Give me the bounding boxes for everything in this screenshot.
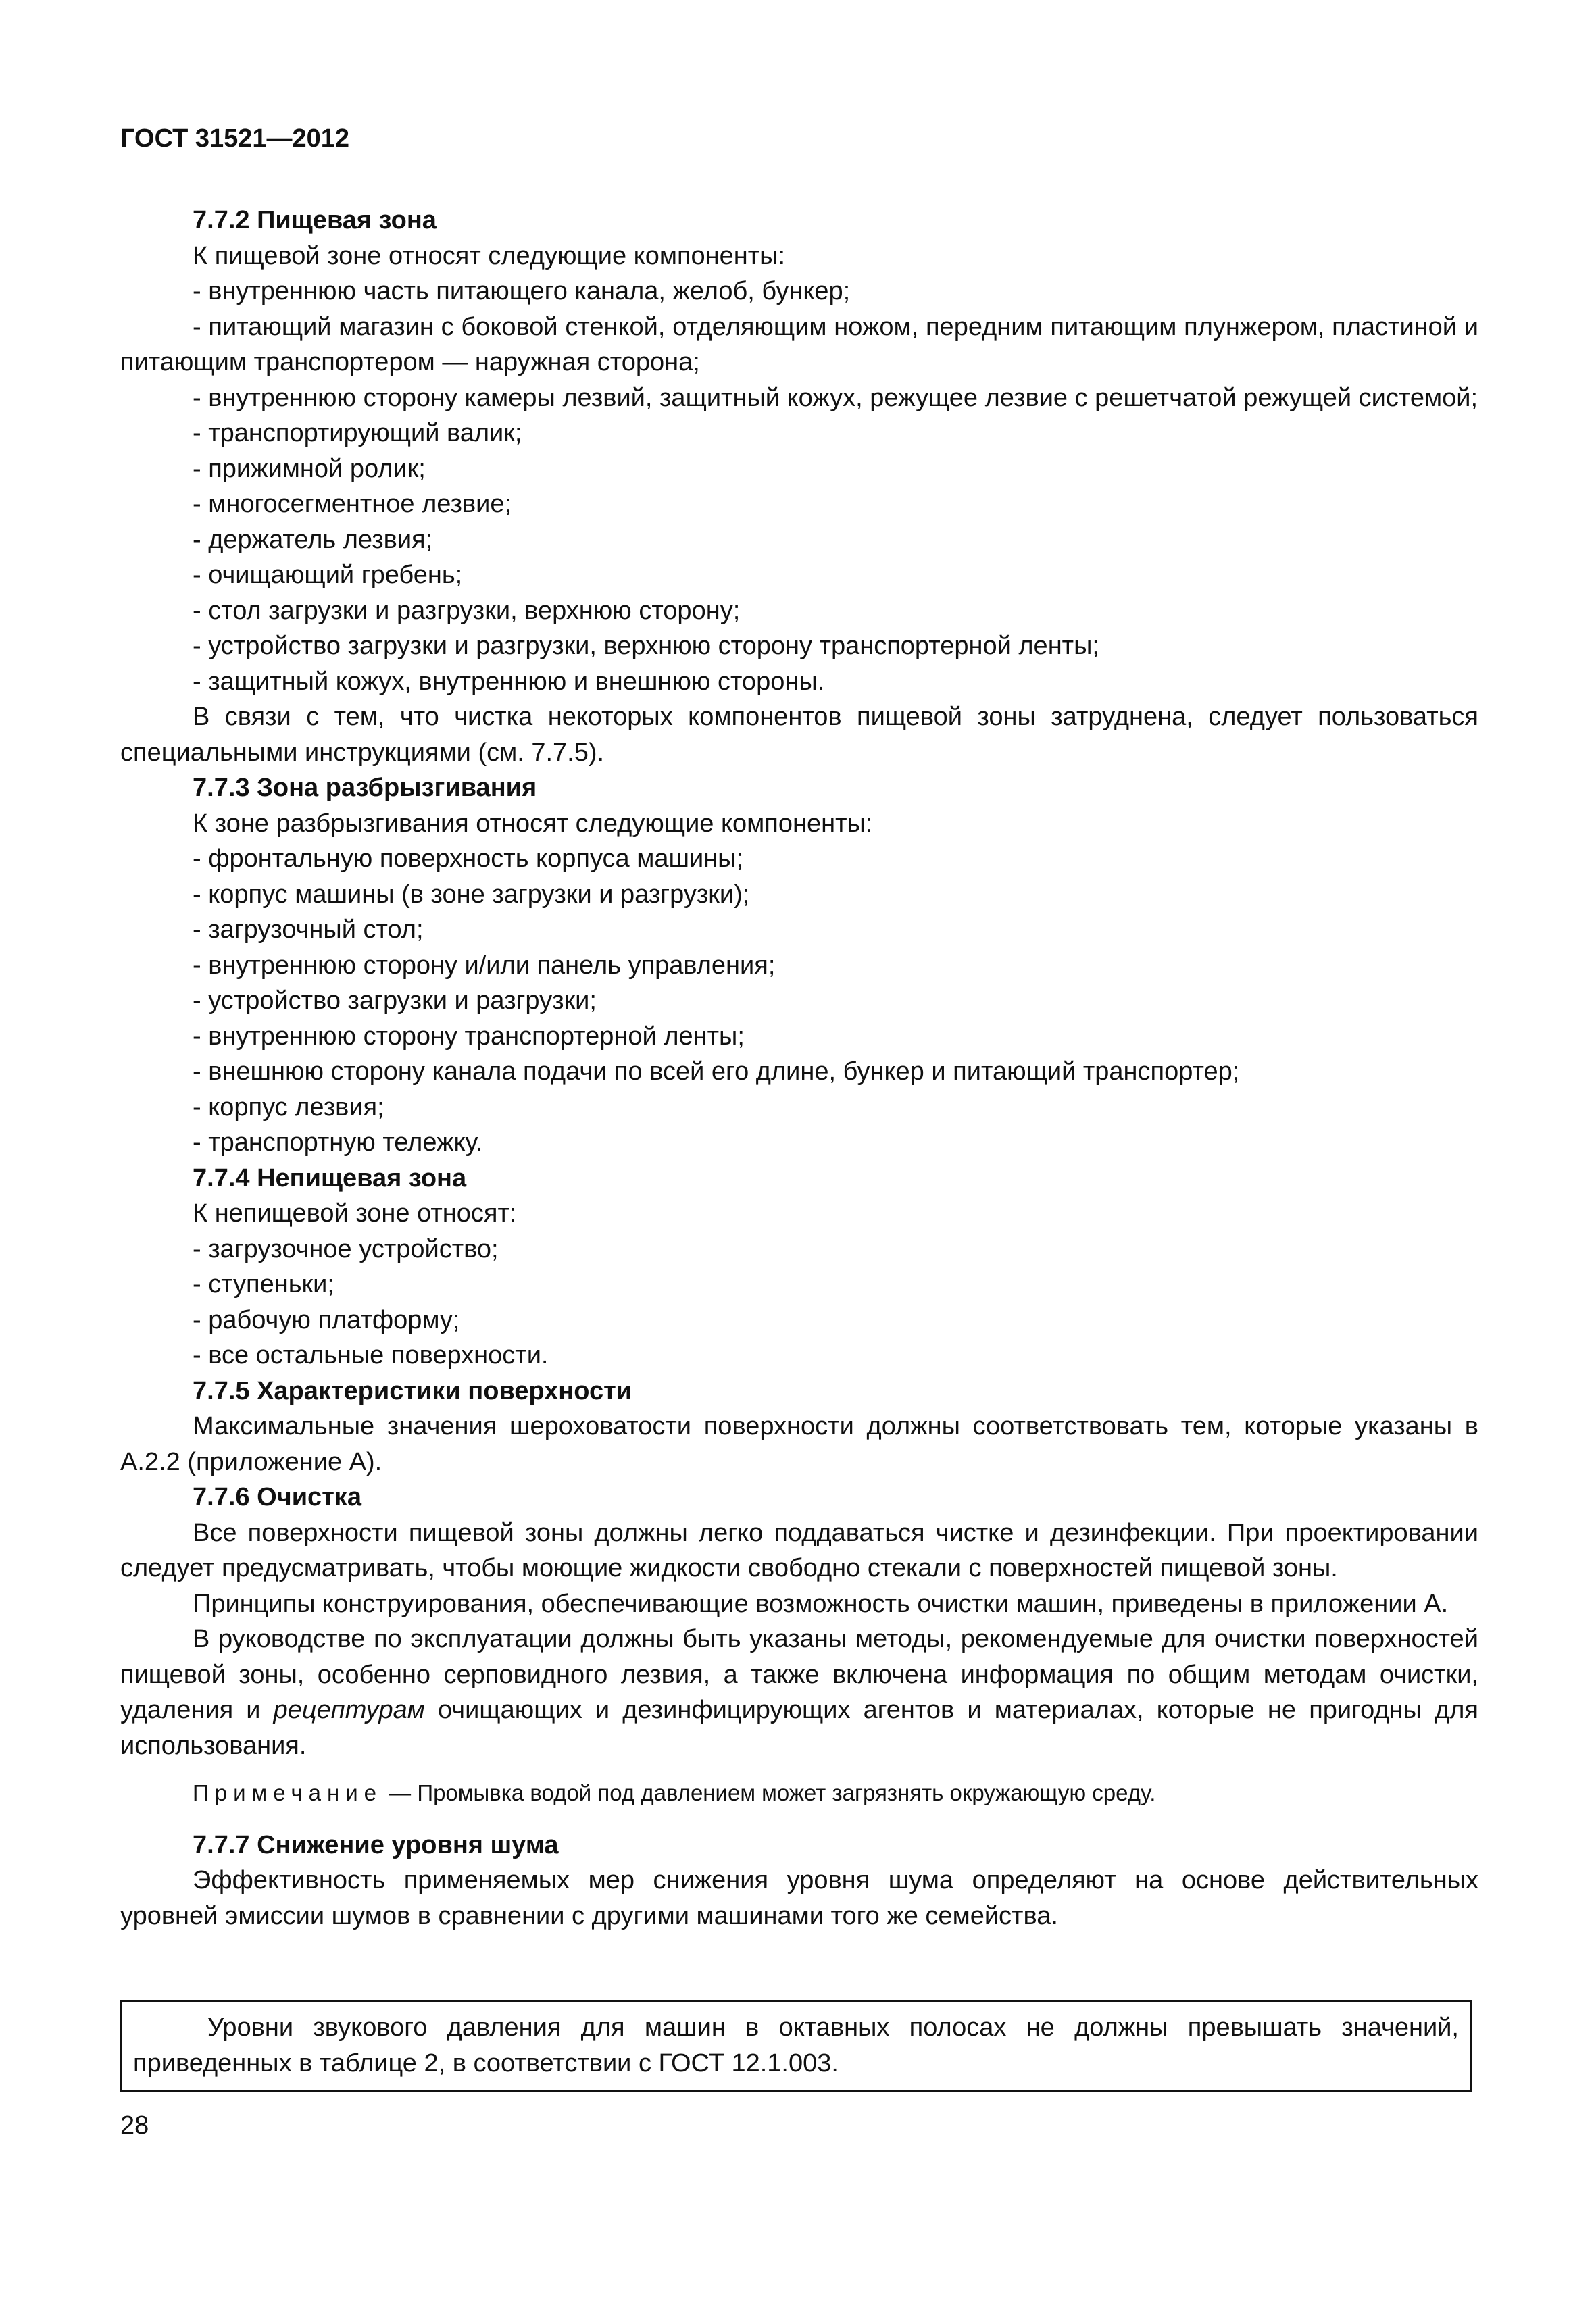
section-7-7-2-title: 7.7.2 Пищевая зона — [193, 206, 437, 234]
section-7-7-5-text: Максимальные значения шероховатости поверхности должны соответствовать тем, которые указаны в А.2.2 (приложение А). — [120, 1412, 1478, 1476]
boxed-requirement-text: Уровни звукового давления для машин в октавных полосах не должны превышать значений, приведенных в таблице 2, в соответствии с ГОСТ 12.1.003. — [133, 2013, 1459, 2078]
section-7-7-5-title: 7.7.5 Характеристики поверхности — [193, 1376, 632, 1405]
list-item: - транспортирующий валик; — [193, 419, 522, 447]
list-item: - загрузочное устройство; — [193, 1234, 499, 1263]
list-item: - внутреннюю сторону камеры лезвий, защитный кожух, режущее лезвие с решетчатой режущей системой; — [193, 383, 1478, 412]
list-item: - ступеньки; — [193, 1270, 334, 1299]
italic-term: рецептурам — [273, 1696, 425, 1724]
document-body — [120, 203, 1478, 1934]
list-item: - устройство загрузки и разгрузки; — [193, 986, 597, 1015]
section-7-7-7-text: Эффективность применяемых мер снижения уровня шума определяют на основе действительных уровней эмиссии шумов в сравнении с другими машинами того же семейства. — [120, 1866, 1478, 1930]
section-7-7-2-closing: В связи с тем, что чистка некоторых компонентов пищевой зоны затруднена, следует пользоваться специальными инструкциями (см. 7.7.5). — [120, 703, 1478, 767]
list-item: - стол загрузки и разгрузки, верхнюю сторону; — [193, 596, 741, 625]
boxed-requirement — [120, 2000, 1472, 2092]
section-7-7-3-title: 7.7.3 Зона разбрызгивания — [193, 774, 537, 802]
list-item: - внутреннюю сторону и/или панель управления; — [193, 951, 776, 980]
list-item: - многосегментное лезвие; — [193, 490, 512, 518]
list-item: - корпус лезвия; — [193, 1092, 384, 1122]
section-7-7-6-paragraph — [120, 1621, 1478, 1763]
list-item: - все остальные поверхности. — [193, 1341, 549, 1369]
list-item: - рабочую платформу; — [193, 1305, 460, 1334]
section-7-7-7-title: 7.7.7 Снижение уровня шума — [193, 1830, 559, 1859]
section-7-7-6-paragraph: Принципы конструирования, обеспечивающие возможность очистки машин, приведены в приложении А. — [193, 1589, 1449, 1618]
section-7-7-6-paragraph: Все поверхности пищевой зоны должны легко поддаваться чистке и дезинфекции. При проектировании следует предусматривать, чтобы моющие жидкости свободно стекали с поверхностей пищевой зоны. — [120, 1518, 1478, 1582]
list-item: - фронтальную поверхность корпуса машины; — [193, 845, 744, 873]
list-item: - устройство загрузки и разгрузки, верхнюю сторону транспортерной ленты; — [193, 632, 1099, 660]
section-7-7-4-title: 7.7.4 Непищевая зона — [193, 1163, 467, 1192]
list-item: - питающий магазин с боковой стенкой, отделяющим ножом, передним питающим плунжером, пластиной и питающим транспортером — наружная сторона; — [120, 312, 1478, 376]
section-7-7-4-intro: К непищевой зоне относят: — [193, 1199, 517, 1228]
list-item: - прижимной ролик; — [193, 454, 426, 483]
paragraph-text: В руководстве по эксплуатации должны быть указаны методы, рекомендуемые для очистки поверхностей пищевой зоны, особенно серповидного лезвия, а также включена информация по общим методам очистки, удаления и — [120, 1625, 1478, 1724]
list-item: - очищающий гребень; — [193, 561, 463, 589]
note-label: Примечание — [193, 1780, 383, 1805]
list-item: - держатель лезвия; — [193, 525, 433, 554]
list-item: - внешнюю сторону канала подачи по всей его длине, бункер и питающий транспортер; — [193, 1057, 1240, 1086]
list-item: - транспортную тележку. — [193, 1128, 483, 1157]
document-header: ГОСТ 31521—2012 — [120, 124, 350, 153]
list-item: - защитный кожух, внутреннюю и внешнюю стороны. — [193, 667, 825, 696]
list-item: - внутреннюю часть питающего канала, желоб, бункер; — [193, 277, 851, 305]
list-item: - корпус машины (в зоне загрузки и разгрузки); — [193, 880, 750, 909]
list-item: - загрузочный стол; — [193, 915, 424, 944]
page-number: 28 — [120, 2111, 149, 2140]
section-7-7-2-intro: К пищевой зоне относят следующие компоненты: — [193, 241, 786, 270]
section-7-7-6-title: 7.7.6 Очистка — [193, 1483, 361, 1511]
section-7-7-3-intro: К зоне разбрызгивания относят следующие компоненты: — [193, 809, 873, 838]
paragraph-text: очищающих и дезинфицирующих агентов и материалах, которые не пригодны для использования. — [120, 1696, 1478, 1760]
note — [120, 1776, 1478, 1811]
note-text: — Промывка водой под давлением может загрязнять окружающую среду. — [382, 1780, 1156, 1805]
list-item: - внутреннюю сторону транспортерной ленты; — [193, 1022, 745, 1051]
